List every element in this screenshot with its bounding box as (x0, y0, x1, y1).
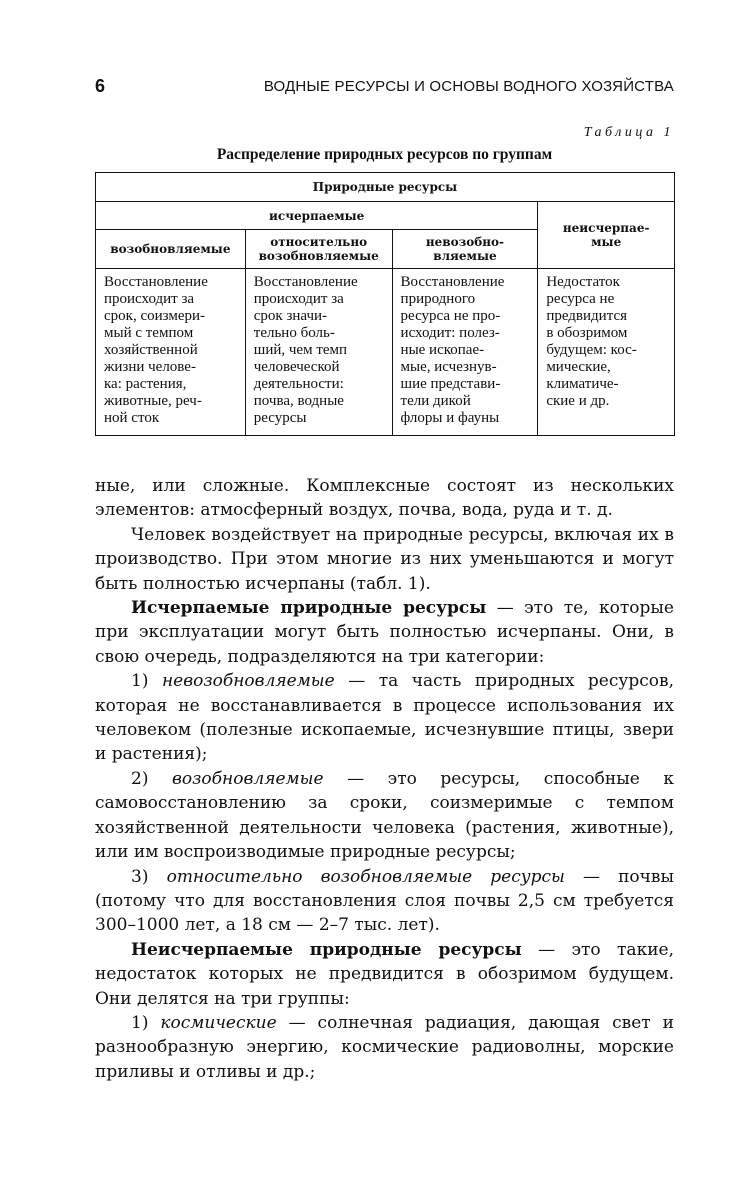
paragraph-exhaustible-text: — это те, которые при эксплуатации могут быть полностью исчерпаны. Они, в свою очередь, подразделяются на три категории: (95, 598, 674, 667)
table-cell-inexhaustible: Недостаток ресурса не предвидится в обозримом будущем: кос- мические, климатиче- ские и др. (538, 269, 675, 436)
list-item-text: — почвы (потому что для восстановления слоя почвы 2,5 см требуется 300–1000 лет, а 18 см — 2–7 тыс. лет). (95, 866, 674, 936)
table-title: Распределение природных ресурсов по группам (216, 146, 553, 163)
table-header-natural-resources: Природные ресурсы (96, 173, 675, 202)
list-number: 1) (131, 671, 162, 692)
list-number: 3) (131, 866, 167, 887)
list-item-text: — это ресурсы, способные к самовосстановлению за сроки, соизмеримые с темпом хозяйственной деятельности человека (растения, животные), или им воспроизводимые природные ресурсы; (95, 768, 674, 863)
list-number: 1) (131, 1012, 161, 1033)
list-item-text: — та часть природных ресурсов, которая не восстанавливается в процессе использования их человеком (полезные ископаемые, исчезнувшие птицы, звери и растения); (95, 671, 674, 765)
running-title: ВОДНЫЕ РЕСУРСЫ И ОСНОВЫ ВОДНОГО ХОЗЯЙСТВА (263, 78, 674, 95)
term-exhaustible: Исчерпаемые природные ресурсы (131, 598, 487, 619)
term-nonrenewable: невозобновляемые (161, 671, 335, 692)
list-item-relatively-renewable (95, 865, 674, 938)
term-cosmic: космические (160, 1012, 277, 1033)
resources-table (95, 172, 675, 436)
list-item-nonrenewable (95, 669, 674, 767)
table-header-nonrenewable: невозобно- вляемые (392, 230, 538, 269)
table-header-renewable: возобновляемые (96, 230, 246, 269)
term-relatively-renewable: относительно возобновляемые ресурсы (166, 866, 565, 887)
table-header-inexhaustible: неисчерпае- мые (538, 202, 675, 269)
page-header (95, 76, 674, 98)
list-item-text: — солнечная радиация, дающая свет и разнообразную энергию, космические радиоволны, морские приливы и отливы и др.; (95, 1012, 674, 1082)
paragraph-inexhaustible (95, 938, 674, 1011)
list-number: 2) (131, 768, 173, 789)
list-item-cosmic (95, 1011, 674, 1084)
body-text (95, 474, 674, 1084)
term-inexhaustible: Неисчерпаемые природные ресурсы (131, 939, 522, 960)
table-header-exhaustible: исчерпаемые (96, 202, 538, 230)
paragraph-human-impact: Человек воздействует на природные ресурсы, включая их в производство. При этом многие из них уменьшаются и могут быть полностью исчерпаны (табл. 1). (95, 524, 674, 594)
page-number: 6 (95, 76, 106, 96)
term-renewable: возобновляемые (172, 768, 324, 789)
list-item-renewable (95, 767, 674, 865)
paragraph-inexhaustible-text: — это такие, недостаток которых не предвидится в обозримом будущем. Они делятся на три группы: (95, 939, 674, 1009)
table-cell-renewable: Восстановление происходит за срок, соизмери- мый с темпом хозяйственной жизни челове- ка: растения, животные, реч- ной сток (96, 269, 246, 436)
paragraph-complex-resources: ные, или сложные. Комплексные состоят из нескольких элементов: атмосферный воздух, почва, вода, руда и т. д. (95, 476, 674, 521)
table-cell-nonrenewable: Восстановление природного ресурса не про- исходит: полез- ные ископае- мые, исчезнув- шие представи- тели дикой флоры и фауны (392, 269, 538, 436)
table-header-relatively-renewable: относительно возобновляемые (245, 230, 392, 269)
table-caption: Таблица 1 (583, 125, 674, 140)
paragraph-exhaustible (95, 596, 674, 669)
table-cell-relatively-renewable: Восстановление происходит за срок значи- тельно боль- ший, чем темп человеческой деятельности: почва, водные ресурсы (245, 269, 392, 436)
